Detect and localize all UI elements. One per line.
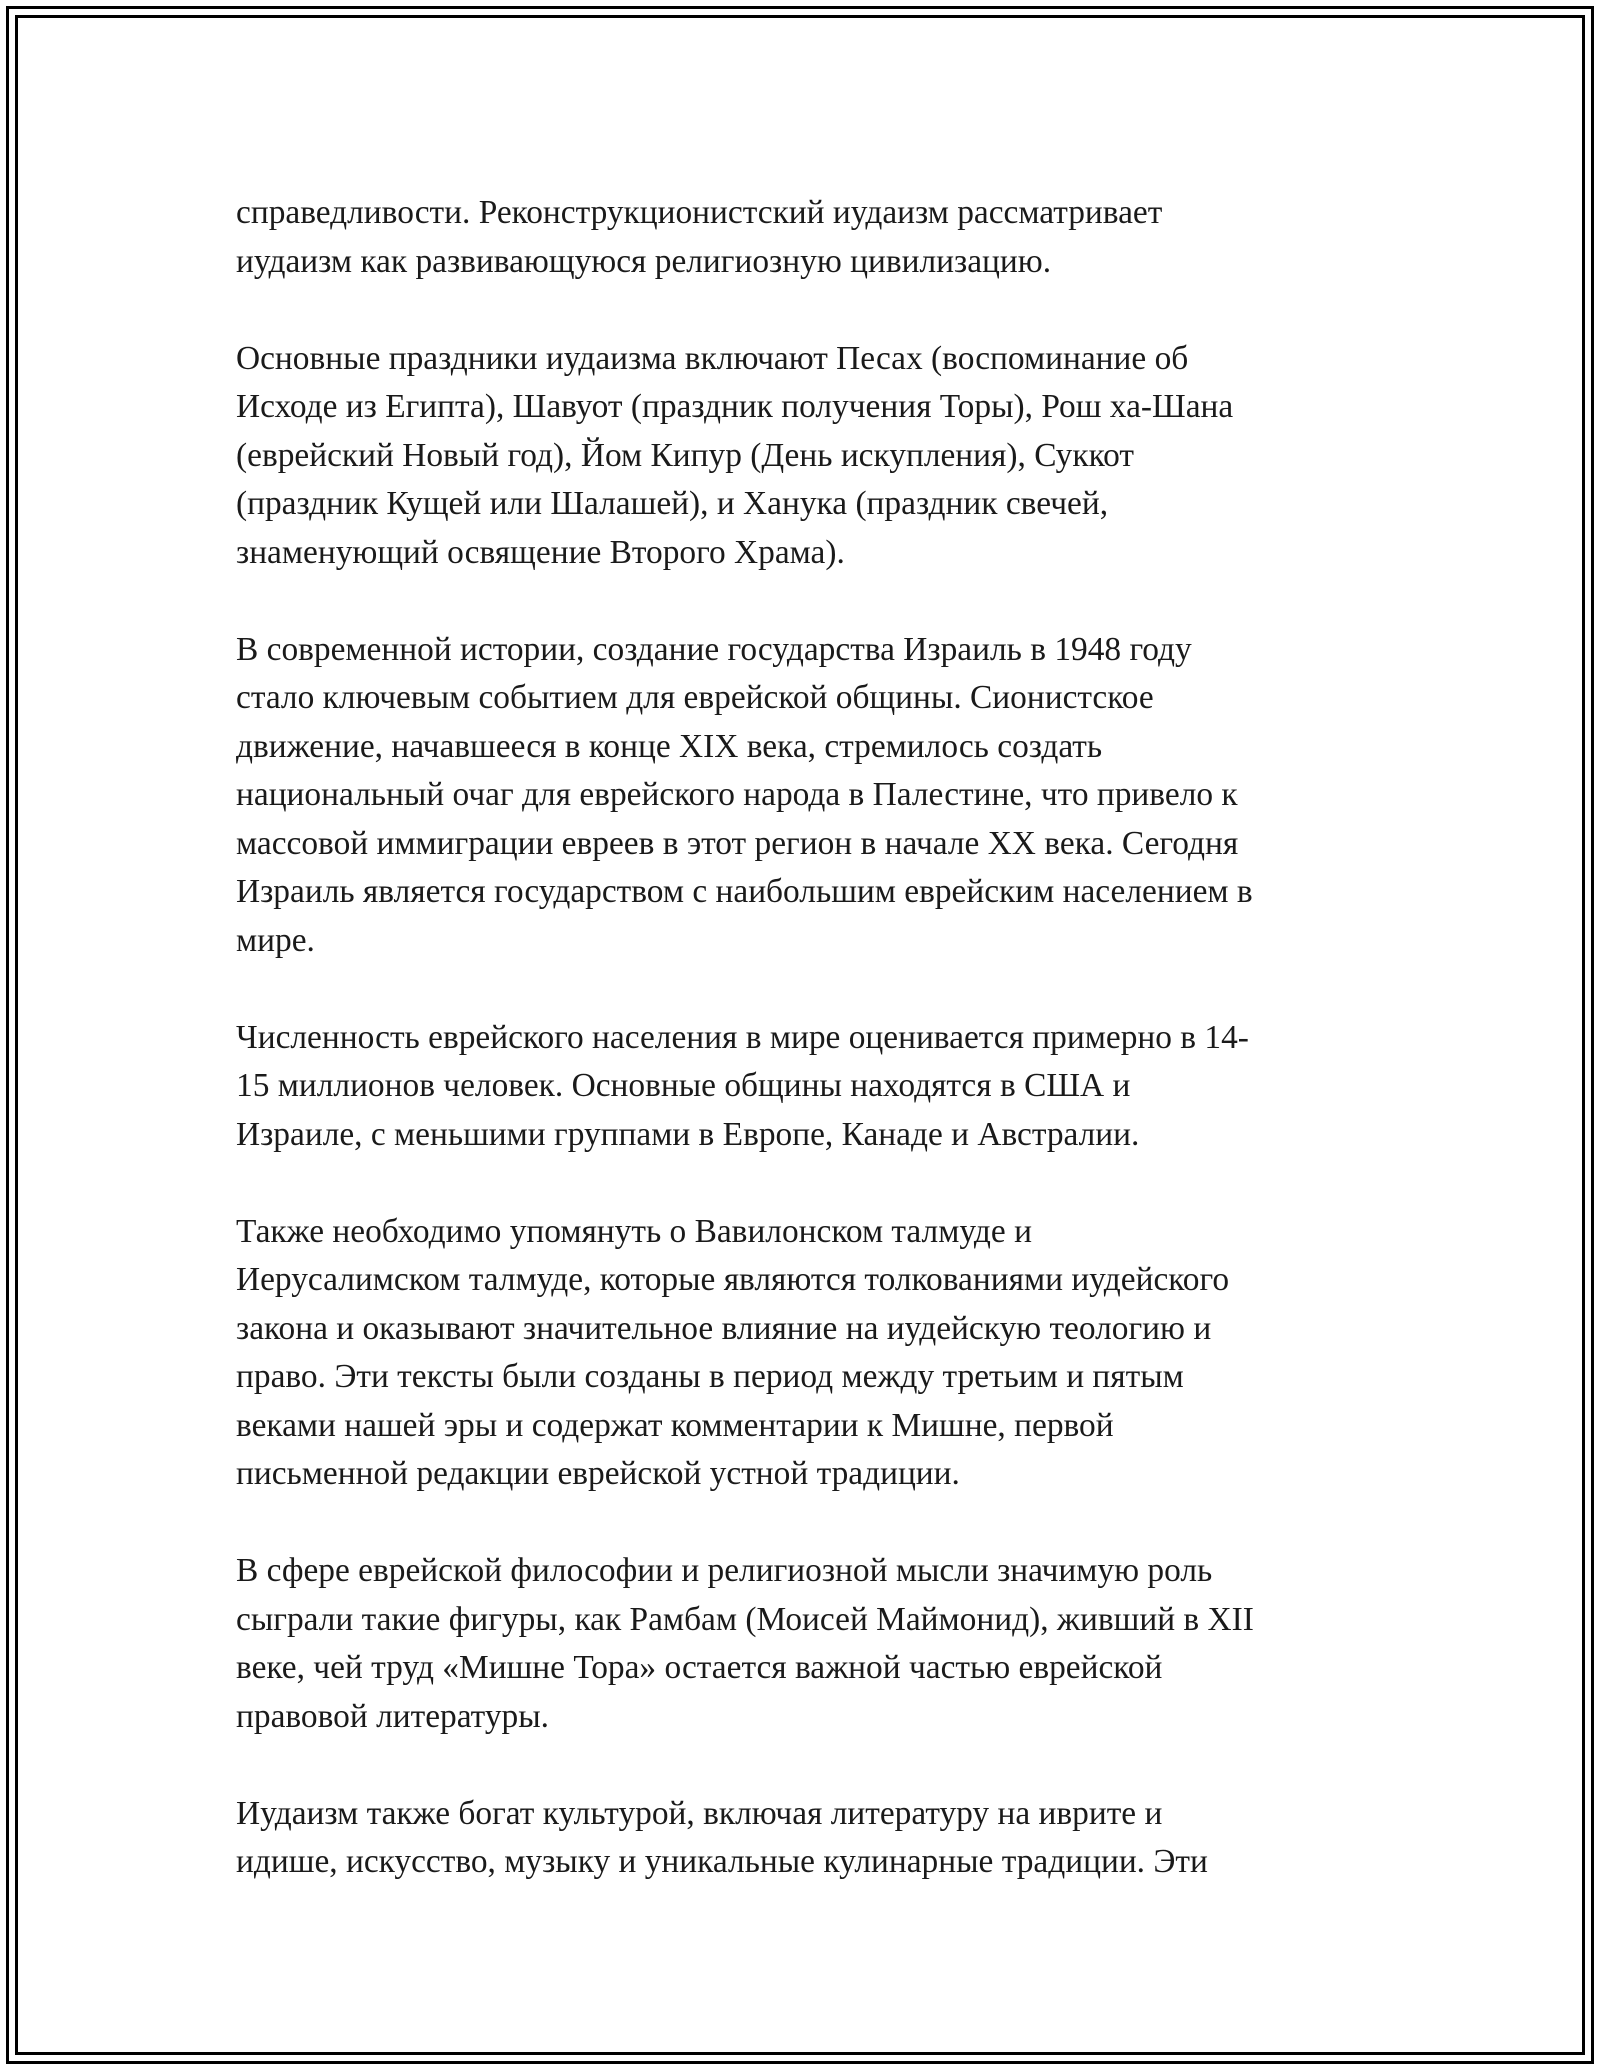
paragraph-modern-history: В современной истории, создание государства Израиль в 1948 году стало ключевым событием для еврейской общины. Сионистское движение, начавшееся в конце XIX века, стремилось создать национальный очаг для еврейского народа в Палестине, что привело к массовой иммиграции евреев в этот регион в начале XX века. Сегодня Израиль является государством с наибольшим еврейским населением в мире. — [236, 630, 1253, 959]
paragraph-holidays: Основные праздники иудаизма включают Песах (воспоминание об Исходе из Египта), Шавуот (праздник получения Торы), Рош ха-Шана (еврейский Новый год), Йом Кипур (День искупления), Суккот (праздник Кущей или Шалашей), и Ханука (праздник свечей, знаменующий освящение Второго Храма). — [236, 339, 1234, 571]
paragraph-culture: Иудаизм также богат культурой, включая литературу на иврите и идише, искусство, музыку и уникальные кулинарные традиции. Эти — [236, 1794, 1208, 1880]
paragraph-reconstructionism: справедливости. Реконструкционистский иудаизм рассматривает иудаизм как развивающуюся религиозную цивилизацию. — [236, 194, 1163, 280]
paragraph-population: Численность еврейского населения в мире оценивается примерно в 14- 15 миллионов человек. Основные общины находятся в США и Израиле, с меньшими группами в Европе, Канаде и Австралии. — [236, 1018, 1249, 1153]
document-body — [236, 189, 1366, 1887]
paragraph-philosophy: В сфере еврейской философии и религиозной мысли значимую роль сыграли такие фигуры, как Рамбам (Моисей Маймонид), живший в XII веке, чей труд «Мишне Тора» остается важной частью еврейской правовой литературы. — [236, 1552, 1254, 1735]
paragraph-talmud: Также необходимо упомянуть о Вавилонском талмуде и Иерусалимском талмуде, которые являются толкованиями иудейского закона и оказывают значительное влияние на иудейскую теологию и право. Эти тексты были созданы в период между третьим и пятым веками нашей эры и содержат комментарии к Мишне, первой письменной редакции еврейской устной традиции. — [236, 1212, 1230, 1492]
